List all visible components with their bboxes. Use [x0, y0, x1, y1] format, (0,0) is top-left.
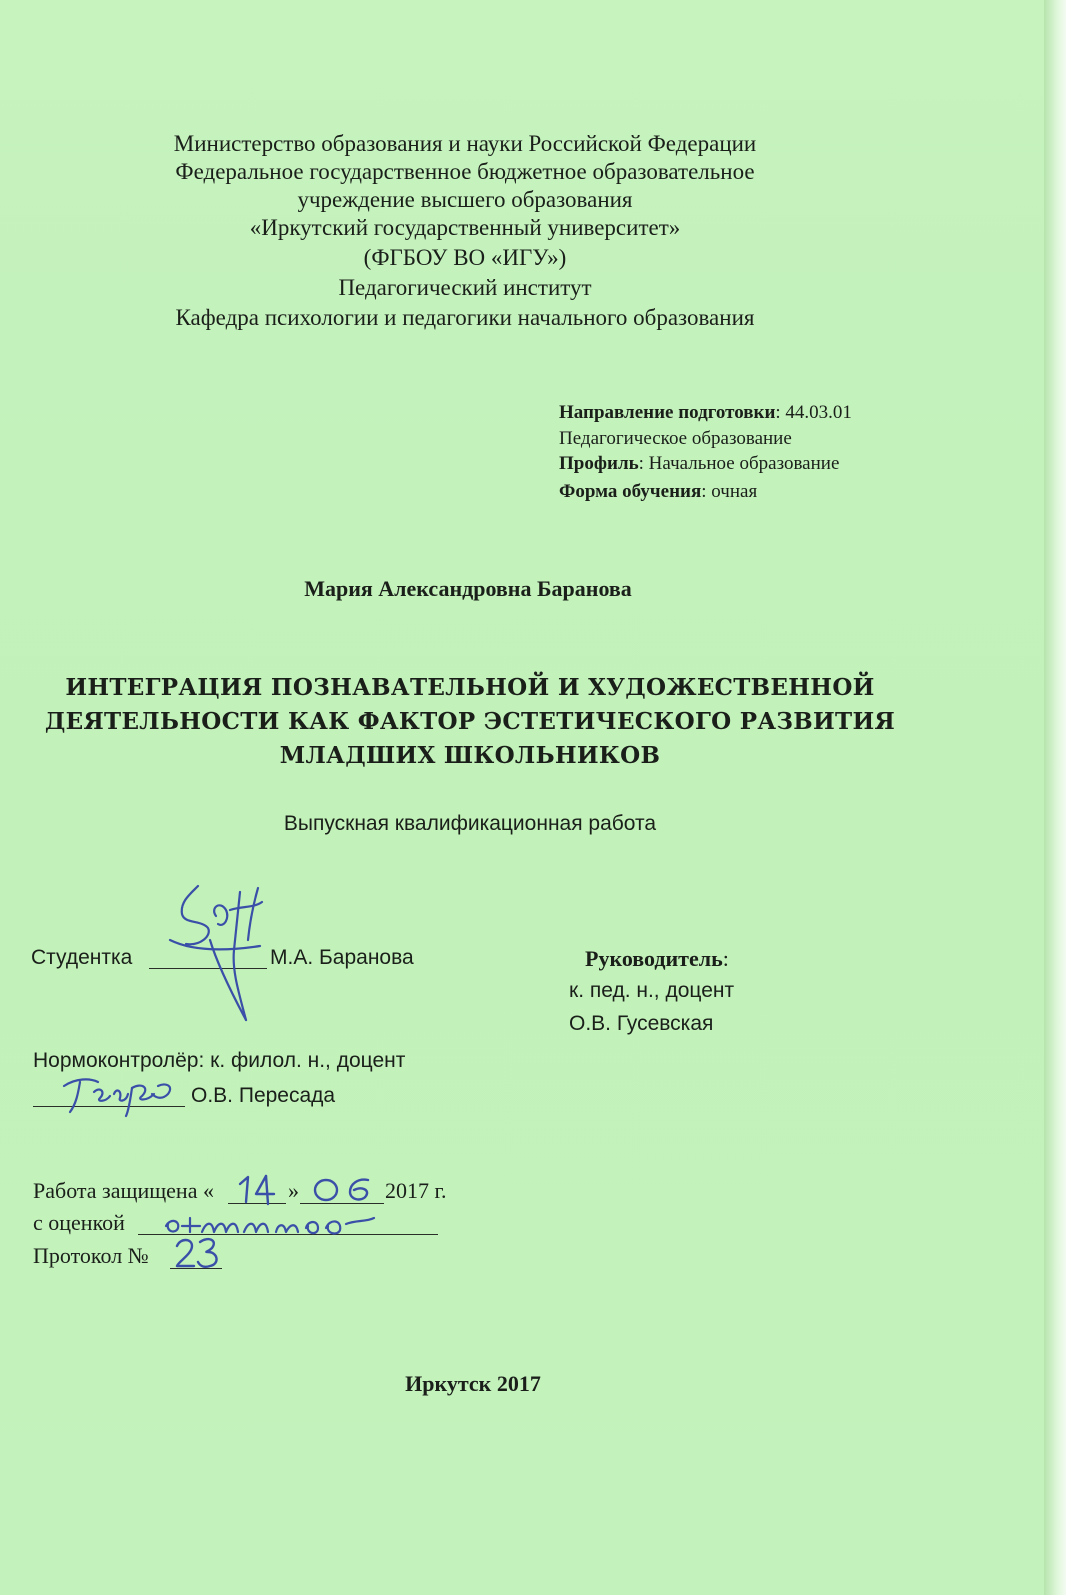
header-federal: Федеральное государственное бюджетное образовательное: [175, 159, 755, 184]
day-handwritten: [236, 1172, 276, 1204]
direction-label: Направление подготовки: [559, 402, 776, 423]
program-form: [559, 480, 757, 504]
supervisor-colon: :: [722, 946, 729, 971]
supervisor-label: Руководитель: [585, 946, 723, 971]
program-direction-name: Педагогическое образование: [559, 428, 792, 449]
thesis-title-line-2: ДЕЯТЕЛЬНОСТИ КАК ФАКТОР ЭСТЕТИЧЕСКОГО РАЗВИТИЯ: [44, 708, 896, 735]
defended-prefix: Работа защищена «: [33, 1178, 214, 1203]
header-abbreviation: (ФГБОУ ВО «ИГУ»): [363, 245, 567, 270]
program-direction: [559, 401, 852, 425]
protocol-handwritten: [174, 1236, 222, 1270]
defense-year: 2017 г.: [385, 1178, 447, 1203]
normcontrol-name: О.В. Пересада: [191, 1084, 336, 1107]
author-name: Мария Александровна Баранова: [304, 576, 632, 601]
program-profile: [559, 452, 839, 476]
direction-value: : 44.03.01: [775, 402, 852, 423]
student-label: Студентка: [31, 946, 133, 969]
work-type: Выпускная квалификационная работа: [283, 812, 657, 835]
thesis-title-line-1: ИНТЕГРАЦИЯ ПОЗНАВАТЕЛЬНОЙ И ХУДОЖЕСТВЕННОЙ: [65, 674, 875, 701]
form-label: Форма обучения: [559, 481, 702, 502]
protocol-label: Протокол №: [33, 1243, 149, 1268]
supervisor-name: О.В. Гусевская: [569, 1012, 714, 1035]
header-institute: Педагогический институт: [338, 275, 592, 300]
student-signature: [150, 880, 290, 1040]
thesis-title-line-3: МЛАДШИХ ШКОЛЬНИКОВ: [279, 742, 661, 769]
header-institution-type: учреждение высшего образования: [297, 187, 633, 212]
quote-close: »: [288, 1178, 299, 1203]
header-university: «Иркутский государственный университет»: [249, 215, 681, 240]
supervisor-degree: к. пед. н., доцент: [569, 979, 735, 1002]
page-edge: [1044, 0, 1066, 1595]
city-year: Иркутск 2017: [405, 1371, 541, 1396]
student-name: М.А. Баранова: [270, 946, 414, 969]
header-ministry: Министерство образования и науки Российской Федерации: [173, 131, 757, 156]
normcontrol-label: Нормоконтролёр: к. филол. н., доцент: [33, 1049, 406, 1072]
month-handwritten: [312, 1174, 376, 1204]
normcontrol-signature: [56, 1072, 186, 1118]
grade-label: с оценкой: [33, 1210, 125, 1235]
header-department: Кафедра психологии и педагогики начального образования: [175, 305, 755, 330]
form-value: : очная: [701, 481, 758, 502]
day-handwritten-glyphs: [236, 1172, 280, 1206]
profile-label: Профиль: [559, 453, 639, 474]
defense-row: [33, 1178, 214, 1204]
profile-value: : Начальное образование: [638, 453, 840, 474]
supervisor-label-row: [585, 946, 729, 972]
